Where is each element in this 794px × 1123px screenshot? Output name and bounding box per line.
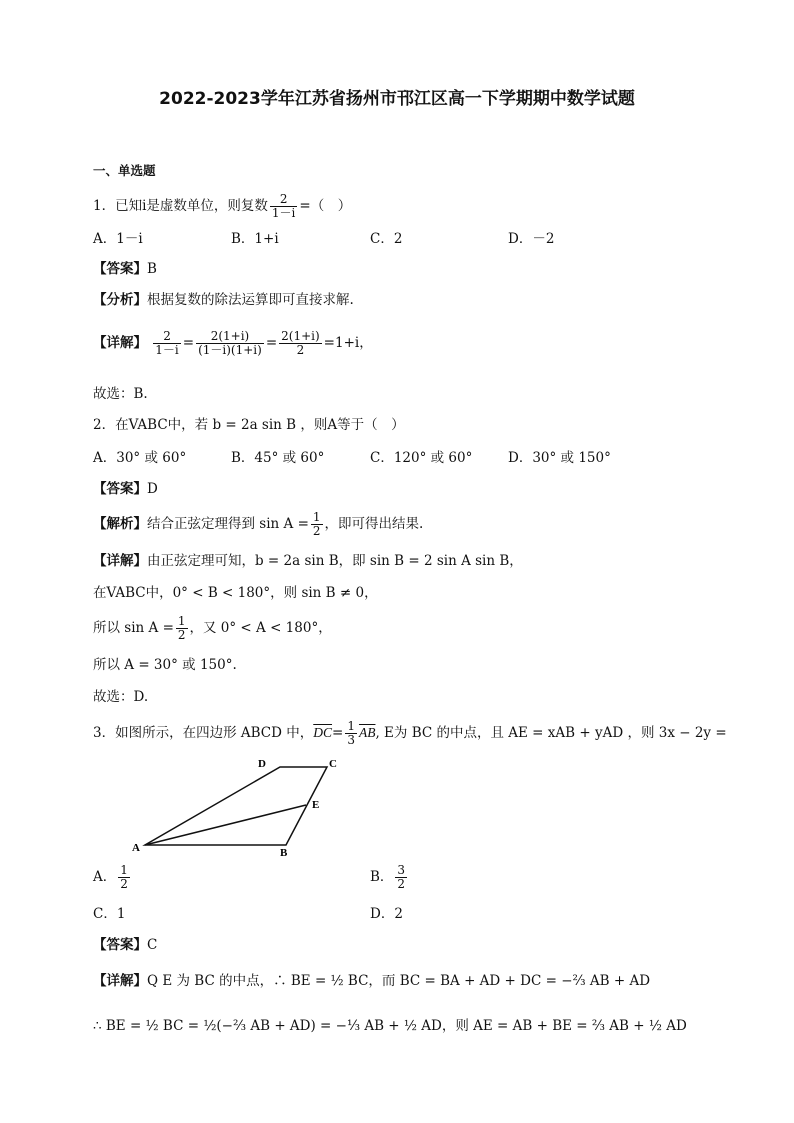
- q1-analysis: [93, 292, 354, 308]
- q1-answer-tag: 【答案】: [93, 261, 147, 277]
- q1-analysis-tag: 【分析】: [93, 292, 147, 308]
- q3-stem-post: , E为 BC 的中点，且 AE = xAB + yAD ，则 3x − 2y =: [375, 725, 727, 741]
- label-a: A: [132, 842, 140, 854]
- segment-ae: [145, 805, 306, 845]
- q3-option-c-text: 1: [116, 906, 126, 922]
- q2-detail-line-1: [93, 553, 523, 569]
- q1-option-d: D．－2: [508, 231, 555, 247]
- q1-stem-text: 1．已知i是虚数单位，则复数: [93, 198, 268, 214]
- q3-stem-frac-den: 3: [347, 733, 355, 747]
- q3-option-c: [93, 906, 125, 922]
- q3-detail-1: Q E 为 BC 的中点，∴ BE = ½ BC，而 BC = BA + AD + DC = −⅔ AB + AD: [147, 973, 651, 989]
- q3-stem-frac: [345, 720, 357, 747]
- q3-option-b: [370, 864, 409, 891]
- q1-detail-frac-1-num: 2: [153, 330, 180, 344]
- q1-detail-frac-3: [279, 330, 322, 357]
- q2-option-a: A．30° 或 60°: [93, 450, 187, 466]
- q3-option-a: [93, 864, 132, 891]
- q1-detail-frac-1: [153, 330, 180, 357]
- q3-stem-eq: =: [332, 725, 344, 741]
- q2-answer: [93, 481, 158, 497]
- q2-analysis-frac-den: 2: [312, 524, 321, 538]
- question-3-stem: [93, 720, 727, 747]
- q3-option-d-text: 2: [394, 906, 403, 922]
- question-2-stem: 2．在VABC中，若 b = 2a sin B ，则A等于（ ）: [93, 417, 405, 433]
- q3-option-b-den: 2: [397, 877, 406, 891]
- q1-option-c: C．2: [370, 231, 403, 247]
- q3-detail-line-2: ∴ BE = ½ BC = ½(−⅔ AB + AD) = −⅓ AB + ½ AD，则 AE = AB + BE = ⅔ AB + ½ AD: [93, 1018, 687, 1034]
- q1-detail-frac-3-den: 2: [296, 343, 305, 357]
- q2-option-d: D．30° 或 150°: [508, 450, 611, 466]
- q2-analysis-frac: [311, 511, 323, 538]
- q3-option-d-letter: D．: [370, 906, 395, 922]
- q1-fraction: [270, 193, 297, 220]
- q2-detail-1: 由正弦定理可知，b = 2a sin B，即 sin B = 2 sin A sin B，: [147, 553, 523, 569]
- q1-answer: [93, 261, 157, 277]
- q2-analysis: [93, 511, 423, 538]
- q1-frac-den: 1－i: [271, 206, 296, 220]
- q1-option-b: B．1+i: [231, 231, 279, 247]
- q3-answer-value: C: [147, 937, 158, 953]
- q1-analysis-text: 根据复数的除法运算即可直接求解.: [147, 292, 354, 308]
- q1-option-a: A．1－i: [93, 231, 143, 247]
- q1-answer-value: B: [147, 261, 157, 277]
- q1-detail-frac-2: [196, 330, 264, 357]
- q3-detail-line-1: [93, 973, 650, 989]
- q2-detail-3-frac-num: 1: [177, 614, 186, 628]
- q3-vector-dc: $\overline{DC}$: [313, 725, 333, 740]
- q2-detail-3-pre: 所以 sin A =: [93, 620, 174, 636]
- q2-detail-3-frac-den: 2: [177, 628, 186, 642]
- label-d: D: [258, 758, 266, 770]
- q2-detail-tag: 【详解】: [93, 553, 147, 569]
- q1-detail-frac-3-num: 2(1+i): [281, 329, 320, 343]
- q1-detail-frac-1-den: 1－i: [155, 343, 179, 357]
- q2-detail-line-3: [93, 615, 332, 642]
- q3-option-c-letter: C．: [93, 906, 117, 922]
- q2-answer-value: D: [147, 481, 158, 497]
- q3-option-b-letter: B．: [370, 869, 394, 885]
- q3-answer-tag: 【答案】: [93, 937, 147, 953]
- question-1-stem: [93, 193, 351, 220]
- q2-analysis-tag: 【解析】: [93, 516, 147, 532]
- q2-conclusion: 故选：D.: [93, 689, 149, 705]
- q3-vector-ab: $\overline{AB}$: [358, 725, 376, 740]
- q2-analysis-frac-num: 1: [312, 510, 321, 524]
- q2-analysis-post: ，即可得出结果.: [324, 516, 424, 532]
- q2-detail-3-post: ，又 0° < A < 180°，: [189, 620, 332, 636]
- q2-option-c: C．120° 或 60°: [370, 450, 473, 466]
- q3-option-d: [370, 906, 403, 922]
- q1-conclusion: 故选：B.: [93, 386, 148, 402]
- q2-analysis-pre: 结合正弦定理得到 sin A =: [147, 516, 309, 532]
- q1-detail-tag: 【详解】: [93, 335, 147, 351]
- section-heading: 一、单选题: [93, 163, 156, 178]
- q3-option-a-frac: [118, 864, 130, 891]
- q1-stem-tail: =（ ）: [299, 198, 352, 214]
- q3-option-a-num: 1: [120, 863, 128, 877]
- label-e: E: [312, 799, 320, 811]
- q2-detail-line-4: 所以 A = 30° 或 150°.: [93, 657, 237, 673]
- q3-detail-tag: 【详解】: [93, 973, 147, 989]
- q3-answer: [93, 937, 157, 953]
- q1-detail-frac-2-den: (1－i)(1+i): [198, 343, 262, 357]
- q2-option-b: B．45° 或 60°: [231, 450, 325, 466]
- q2-answer-tag: 【答案】: [93, 481, 147, 497]
- label-c: C: [329, 758, 337, 770]
- label-b: B: [280, 847, 288, 858]
- q2-detail-line-2: 在VABC中，0° < B < 180°，则 sin B ≠ 0，: [93, 585, 378, 601]
- quadrilateral-figure: [125, 753, 365, 858]
- q1-detail-tail: =1+i，: [323, 335, 373, 351]
- q3-option-a-letter: A．: [93, 869, 117, 885]
- q2-detail-3-frac: [176, 615, 188, 642]
- q1-detail: 【详解】 $\frac{2}{1-i}$ = $\frac{2(1+i)}{(1-i)(1+i)}$ = $\frac{2(1+i)}{2}$ =1+i，: [93, 329, 373, 357]
- q3-stem-pre: 3．如图所示，在四边形 ABCD 中，: [93, 725, 314, 741]
- page-title: 2022-2023学年江苏省扬州市邗江区高一下学期期中数学试题: [159, 89, 635, 109]
- q3-option-a-den: 2: [120, 877, 128, 891]
- q3-option-b-frac: [395, 864, 407, 891]
- q3-stem-frac-num: 1: [347, 719, 355, 733]
- q1-frac-num: 2: [270, 193, 297, 207]
- q1-detail-frac-2-num: 2(1+i): [196, 330, 264, 344]
- q3-option-b-num: 3: [397, 863, 406, 877]
